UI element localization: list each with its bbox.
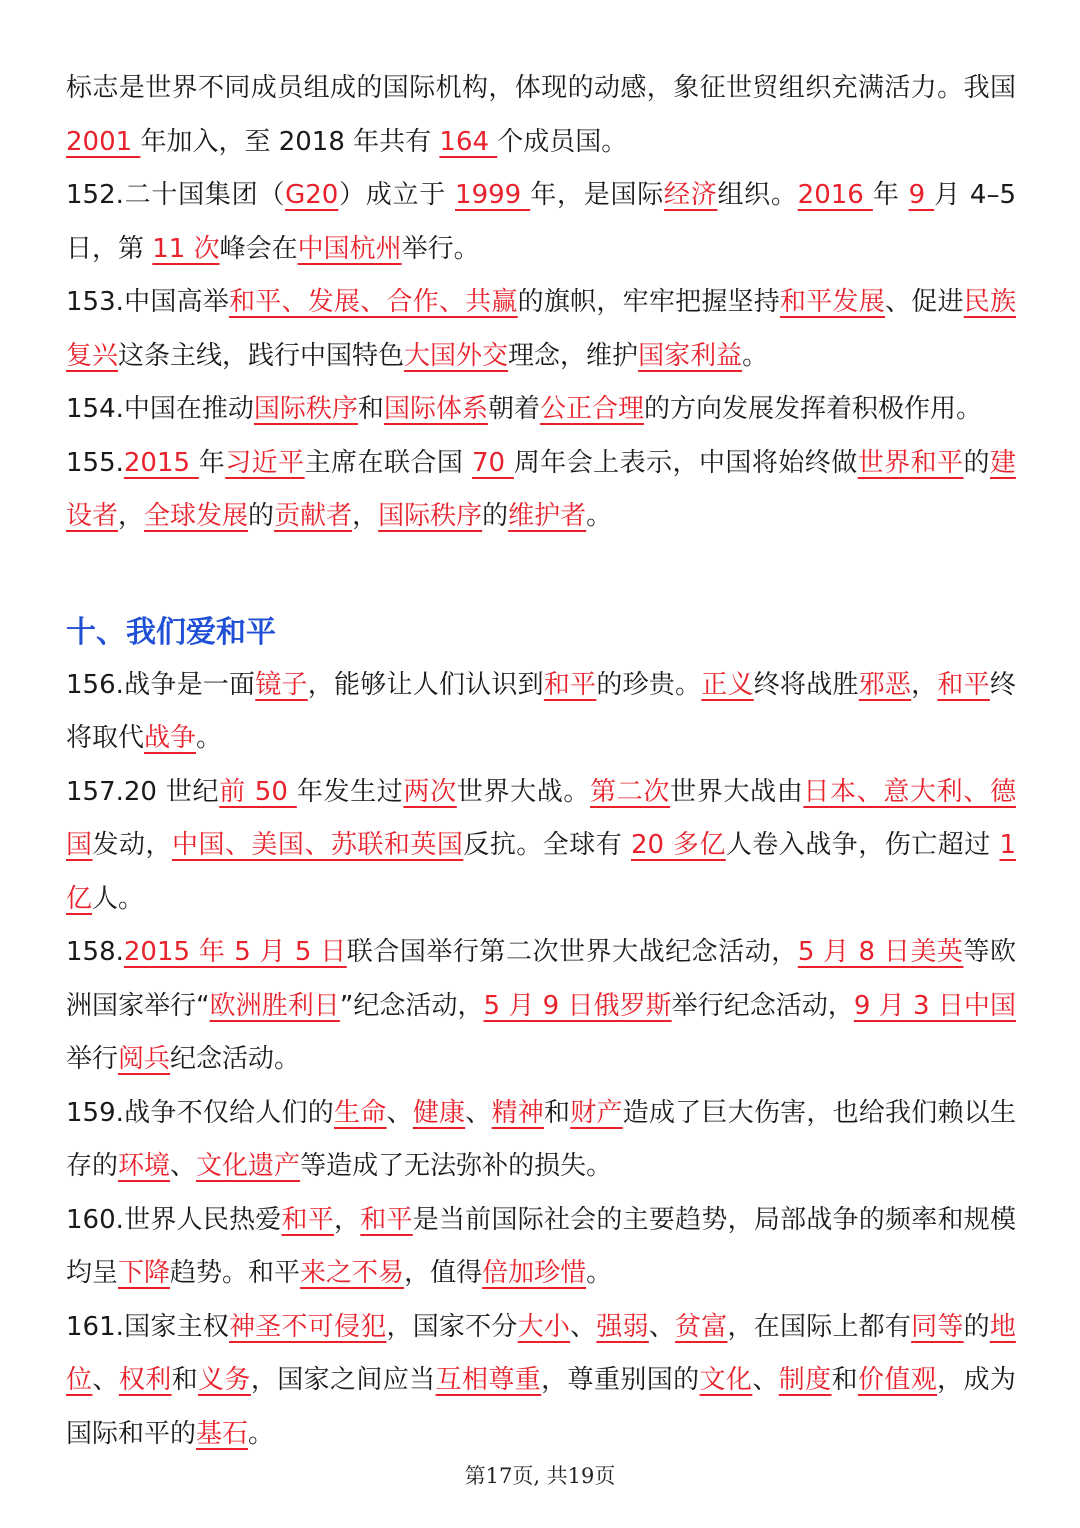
text-run: 等欧洲国家举行“ bbox=[66, 937, 1016, 1021]
paragraph bbox=[66, 1301, 1016, 1462]
text-run: 的 bbox=[482, 501, 509, 531]
text-run: 的 bbox=[963, 447, 990, 478]
text-run: 、 bbox=[465, 1097, 492, 1128]
highlighted-term: 5 月 9 日俄罗斯 bbox=[483, 990, 672, 1021]
highlighted-term: 建设者 bbox=[66, 447, 1016, 531]
page-footer: 第17页, 共19页 bbox=[464, 1464, 616, 1488]
text-run: 160.世界人民热爱 bbox=[66, 1204, 282, 1235]
text-run: ，国家不分 bbox=[386, 1311, 518, 1342]
text-run: 。 bbox=[248, 1418, 275, 1449]
text-run: 峰会在 bbox=[219, 233, 298, 264]
highlighted-term: 基石 bbox=[196, 1418, 249, 1449]
highlighted-term: 和平 bbox=[937, 669, 990, 700]
text-run: 理念，维护 bbox=[508, 340, 639, 371]
text-run: 156.战争是一面 bbox=[66, 669, 256, 700]
text-run: 组织。 bbox=[717, 180, 798, 210]
highlighted-term: 和平、发展、合作、共赢 bbox=[229, 287, 518, 317]
text-run: 。 bbox=[196, 723, 223, 753]
text-run: 、 bbox=[170, 1151, 197, 1181]
text-run: 举行 bbox=[66, 1044, 119, 1074]
text-run: 标志是世界不同成员组成的国际机构，体现的动感，象征世贸组织充满活力。我国 bbox=[66, 73, 1016, 103]
highlighted-term: 神圣不可侵犯 bbox=[229, 1311, 387, 1342]
text-run: 联合国举行第二次世界大战纪念活动， bbox=[346, 937, 798, 967]
highlighted-term: 战争 bbox=[144, 723, 197, 753]
highlighted-term: 164 bbox=[439, 126, 498, 157]
highlighted-term: 5 月 8 日美英 bbox=[797, 937, 964, 967]
highlighted-term: 强弱 bbox=[596, 1311, 649, 1342]
highlighted-term: 全球发展 bbox=[144, 501, 249, 531]
highlighted-term: 11 次 bbox=[152, 233, 220, 264]
highlighted-term: 贫富 bbox=[675, 1311, 728, 1342]
highlighted-term: 习近平 bbox=[225, 447, 305, 478]
text-run: 月 4–5 日，第 bbox=[66, 180, 1017, 264]
highlighted-term: 民族复兴 bbox=[66, 287, 1016, 371]
section-we-love-peace bbox=[66, 606, 1016, 1462]
text-run: 、 bbox=[570, 1311, 597, 1342]
text-run: 趋势。和平 bbox=[170, 1258, 301, 1288]
text-run: 、促进 bbox=[884, 287, 964, 317]
text-run: ， bbox=[352, 501, 379, 531]
highlighted-term: 文化遗产 bbox=[196, 1151, 301, 1181]
text-run: ，成为国际和平的 bbox=[66, 1365, 1016, 1449]
highlighted-term: 环境 bbox=[118, 1151, 171, 1181]
highlighted-term: 来之不易 bbox=[300, 1258, 405, 1288]
highlighted-term: 财产 bbox=[570, 1097, 623, 1128]
text-run: 年 bbox=[872, 180, 909, 210]
text-run: ，能够让人们认识到 bbox=[307, 669, 544, 700]
text-run: 的 bbox=[963, 1311, 990, 1342]
text-run: 举行。 bbox=[401, 233, 480, 264]
highlighted-term: 欧洲胜利日 bbox=[209, 990, 340, 1021]
text-run: 和 bbox=[543, 1097, 571, 1128]
highlighted-term: 1 亿 bbox=[66, 830, 1016, 914]
paragraph bbox=[66, 1087, 1016, 1194]
text-run: 152.二十国集团（ bbox=[66, 180, 286, 210]
highlighted-term: G20 bbox=[285, 180, 339, 210]
highlighted-term: 经济 bbox=[663, 180, 718, 210]
text-run: 。 bbox=[586, 1258, 613, 1288]
paragraph bbox=[66, 169, 1016, 276]
text-run: 发动， bbox=[92, 830, 172, 860]
highlighted-term: 价值观 bbox=[857, 1365, 938, 1395]
text-run: 155. bbox=[66, 447, 124, 478]
highlighted-term: 倍加珍惜 bbox=[482, 1258, 587, 1288]
text-run: ， bbox=[334, 1204, 361, 1235]
highlighted-term: 制度 bbox=[778, 1365, 832, 1395]
highlighted-term: 和平 bbox=[543, 669, 597, 700]
text-run: 、 bbox=[648, 1311, 676, 1342]
text-run: ”纪念活动， bbox=[339, 990, 484, 1021]
text-run: 世界大战。 bbox=[456, 776, 591, 807]
paragraph bbox=[66, 437, 1016, 544]
text-run: 世界大战由 bbox=[670, 776, 804, 807]
text-run: ，在国际上都有 bbox=[727, 1311, 912, 1342]
text-run: 周年会上表示，中国将始终做 bbox=[513, 447, 858, 478]
text-run: ）成立于 bbox=[338, 180, 456, 210]
text-run: 161.国家主权 bbox=[66, 1311, 230, 1342]
text-run: 人卷入战争，伤亡超过 bbox=[725, 830, 1000, 860]
text-run: 158. bbox=[66, 937, 124, 967]
text-run: 终将取代 bbox=[66, 669, 1016, 753]
text-run: 年加入，至 2018 年共有 bbox=[140, 126, 440, 157]
text-run: 终将战胜 bbox=[753, 669, 859, 700]
text-run: 、 bbox=[92, 1365, 119, 1395]
highlighted-term: 国际体系 bbox=[383, 394, 488, 424]
highlighted-term: 生命 bbox=[334, 1097, 387, 1128]
highlighted-term: 国家利益 bbox=[638, 340, 743, 371]
text-run: 是当前国际社会的主要趋势，局部战争的频率和规模均呈 bbox=[66, 1204, 1016, 1288]
highlighted-term: 精神 bbox=[491, 1097, 544, 1128]
highlighted-term: 义务 bbox=[198, 1365, 251, 1395]
text-run: 的方向发展发挥着积极作用。 bbox=[643, 394, 982, 424]
text-run: 154.中国在推动 bbox=[66, 394, 254, 424]
text-run: ，值得 bbox=[404, 1258, 483, 1288]
paragraph bbox=[66, 62, 1016, 169]
text-run: 的珍贵。 bbox=[596, 669, 702, 700]
text-run: ，国家之间应当 bbox=[250, 1365, 436, 1395]
highlighted-term: 70 bbox=[472, 447, 514, 478]
document-body bbox=[66, 62, 1016, 1461]
highlighted-term: 中国、美国、苏联和英国 bbox=[171, 830, 464, 860]
highlighted-term: 阅兵 bbox=[118, 1044, 171, 1074]
text-run: 153.中国高举 bbox=[66, 287, 230, 317]
highlighted-term: 2001 bbox=[66, 126, 141, 157]
highlighted-term: 权利 bbox=[118, 1365, 172, 1395]
highlighted-term: 公正合理 bbox=[539, 394, 644, 424]
text-run: 和 bbox=[831, 1365, 858, 1395]
text-run: 、 bbox=[752, 1365, 779, 1395]
highlighted-term: 文化 bbox=[699, 1365, 753, 1395]
highlighted-term: 镜子 bbox=[255, 669, 308, 700]
text-run: 反抗。全球有 bbox=[463, 830, 631, 860]
highlighted-term: 第二次 bbox=[590, 776, 671, 807]
paragraph bbox=[66, 926, 1016, 1087]
highlighted-term: 和平 bbox=[360, 1204, 413, 1235]
text-run: 主席在联合国 bbox=[304, 447, 473, 478]
highlighted-term: 下降 bbox=[118, 1258, 171, 1288]
highlighted-term: 和平发展 bbox=[780, 287, 885, 317]
highlighted-term: 大小 bbox=[517, 1311, 571, 1342]
text-run: ， bbox=[118, 501, 145, 531]
text-run: 朝着 bbox=[487, 394, 540, 424]
highlighted-term: 1999 bbox=[455, 180, 531, 210]
highlighted-term: 9 bbox=[908, 180, 935, 210]
highlighted-term: 正义 bbox=[701, 669, 754, 700]
highlighted-term: 世界和平 bbox=[857, 447, 964, 478]
highlighted-term: 2015 年 5 月 5 日 bbox=[123, 937, 347, 967]
text-run: 年，是国际 bbox=[530, 180, 664, 210]
text-run: ，尊重别国的 bbox=[541, 1365, 700, 1395]
highlighted-term: 国际秩序 bbox=[378, 501, 483, 531]
highlighted-term: 地位 bbox=[66, 1311, 1016, 1395]
highlighted-term: 邪恶 bbox=[858, 669, 912, 700]
highlighted-term: 健康 bbox=[412, 1097, 466, 1128]
text-run: 。 bbox=[586, 501, 613, 531]
text-run: 、 bbox=[386, 1097, 413, 1128]
text-run: 159.战争不仅给人们的 bbox=[66, 1097, 335, 1128]
highlighted-term: 国际秩序 bbox=[253, 394, 358, 424]
paragraph bbox=[66, 1194, 1016, 1301]
highlighted-term: 贡献者 bbox=[274, 501, 353, 531]
section-previous bbox=[66, 62, 1016, 544]
text-run: ， bbox=[911, 669, 938, 700]
text-run: 的旗帜，牢牢把握坚持 bbox=[517, 287, 781, 317]
text-run: 举行纪念活动， bbox=[671, 990, 854, 1021]
text-run: 年 bbox=[198, 447, 226, 478]
paragraph bbox=[66, 766, 1016, 927]
text-run: 造成了巨大伤害，也给我们赖以生存的 bbox=[66, 1097, 1016, 1181]
text-run: 个成员国。 bbox=[497, 126, 628, 157]
paragraph bbox=[66, 276, 1016, 383]
text-run: 等造成了无法弥补的损失。 bbox=[300, 1151, 613, 1181]
text-run: 的 bbox=[248, 501, 275, 531]
text-run: 157.20 世纪 bbox=[66, 776, 220, 807]
section-heading: 十、我们爱和平 bbox=[66, 614, 276, 650]
text-run: 。 bbox=[742, 340, 769, 371]
highlighted-term: 两次 bbox=[403, 776, 457, 807]
highlighted-term: 日本、意大利、德国 bbox=[66, 776, 1016, 860]
highlighted-term: 2015 bbox=[123, 447, 199, 478]
highlighted-term: 同等 bbox=[911, 1311, 964, 1342]
text-run: 和 bbox=[171, 1365, 199, 1395]
text-run: 人。 bbox=[92, 883, 145, 914]
highlighted-term: 9 月 3 日中国 bbox=[853, 990, 1016, 1021]
paragraph bbox=[66, 383, 1016, 437]
highlighted-term: 维护者 bbox=[508, 501, 587, 531]
highlighted-term: 前 50 bbox=[219, 776, 297, 807]
paragraph bbox=[66, 659, 1016, 766]
highlighted-term: 大国外交 bbox=[404, 340, 509, 371]
text-run: 年发生过 bbox=[296, 776, 404, 807]
highlighted-term: 和平 bbox=[281, 1204, 335, 1235]
text-run: 这条主线，践行中国特色 bbox=[118, 340, 405, 371]
highlighted-term: 中国杭州 bbox=[297, 233, 402, 264]
highlighted-term: 2016 bbox=[797, 180, 873, 210]
text-run: 纪念活动。 bbox=[170, 1044, 301, 1074]
highlighted-term: 20 多亿 bbox=[631, 830, 726, 860]
highlighted-term: 互相尊重 bbox=[435, 1365, 542, 1395]
section-paragraphs bbox=[66, 659, 1016, 1462]
text-run: 和 bbox=[357, 394, 384, 424]
